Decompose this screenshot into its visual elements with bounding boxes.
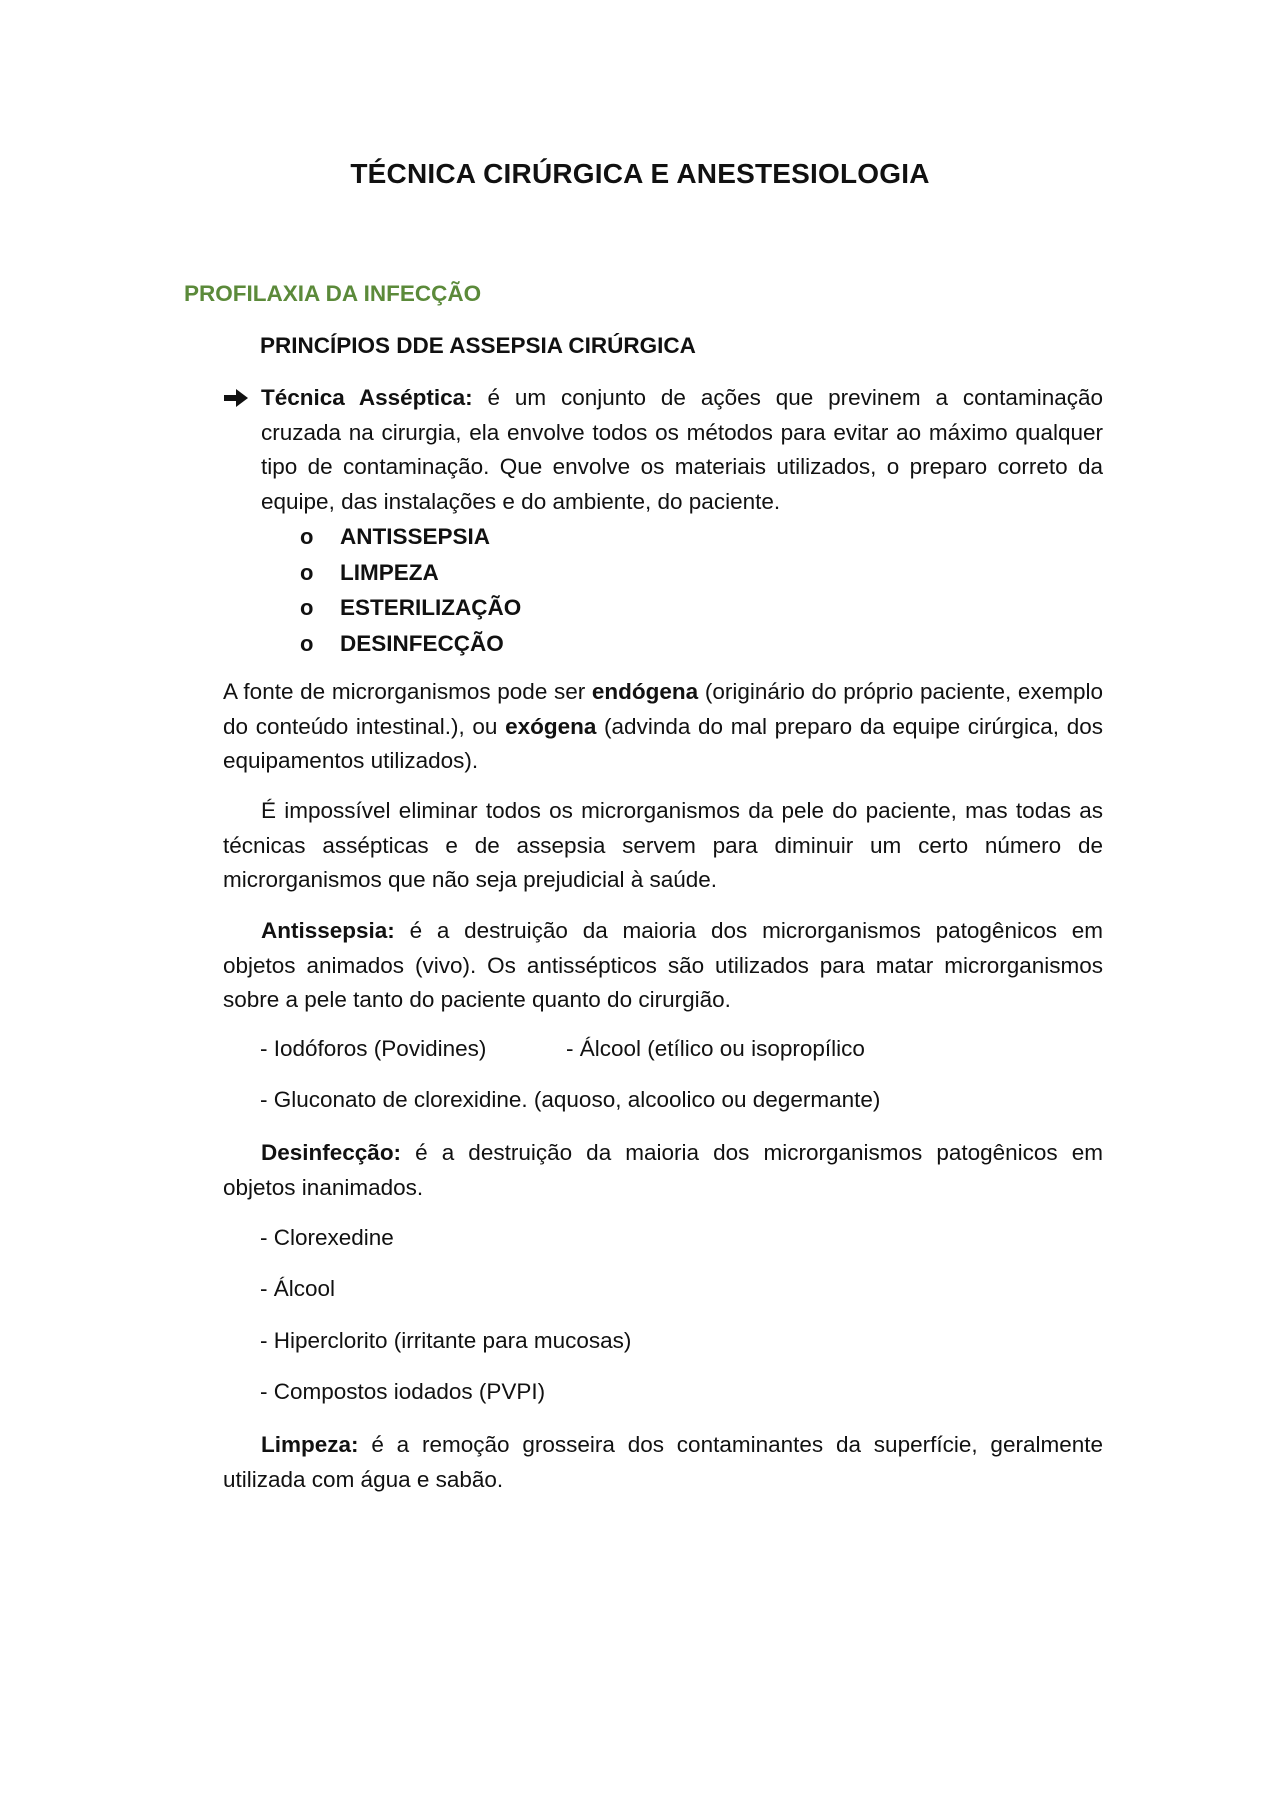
fonte-text-1: A fonte de microrganismos pode ser: [223, 679, 592, 704]
desinfeccao-paragraph: [223, 1136, 1103, 1205]
tecnica-asseptica-definition: é um conjunto de ações que previnem a contaminação cruzada na cirurgia, ela envolve todos os métodos para evitar ao máximo qualquer tipo de contaminação. Que envolve os materiais utilizados, o preparo correto da equipe, das instalações e do ambiente, do paciente.: [261, 385, 1103, 514]
antissepsia-paragraph: [223, 914, 1103, 1018]
list-item: [300, 590, 521, 626]
list-bullet: o: [300, 559, 314, 585]
list-item-label: LIMPEZA: [340, 559, 439, 585]
list-item: [300, 626, 521, 662]
list-bullet: o: [300, 595, 314, 620]
subheading: PRINCÍPIOS DDE ASSEPSIA CIRÚRGICA: [260, 333, 696, 358]
desinfectant-item: - Clorexedine: [260, 1225, 394, 1250]
antissepsia-term: Antissepsia:: [261, 918, 395, 943]
desinfectant-item: - Álcool: [260, 1276, 336, 1301]
desinfectant-item: - Hiperclorito (irritante para mucosas): [260, 1328, 632, 1353]
desinfeccao-term: Desinfecção:: [261, 1140, 402, 1165]
fonte-paragraph: [223, 675, 1103, 779]
list-item-label: ANTISSEPSIA: [340, 524, 491, 549]
list-item: [300, 519, 521, 555]
antisseptic-item-iodoforos: - Iodóforos (Povidines): [260, 1036, 487, 1061]
list-bullet: o: [300, 630, 314, 656]
limpeza-term: Limpeza:: [261, 1432, 359, 1457]
desinfeccao-definition: é a destruição da maioria dos microrganismos patogênicos em objetos inanimados.: [223, 1140, 1103, 1200]
document-title: TÉCNICA CIRÚRGICA E ANESTESIOLOGIA: [350, 158, 930, 189]
impossivel-paragraph: É impossível eliminar todos os microrganismos da pele do paciente, mas todas as técnicas assépticas e de assepsia servem para diminuir um certo número de microrganismos que não seja prejudicial à saúde.: [223, 798, 1103, 892]
antisseptic-item-alcool: - Álcool (etílico ou isopropílico: [566, 1036, 865, 1061]
tecnica-asseptica-text: [261, 381, 1103, 519]
antisseptic-item-gluconato: - Gluconato de clorexidine. (aquoso, alcoolico ou degermante): [260, 1087, 881, 1112]
tecnica-asseptica-block: [223, 381, 1103, 519]
arrow-right-icon: [223, 387, 249, 409]
desinfectant-item: - Compostos iodados (PVPI): [260, 1379, 546, 1404]
tecnica-sub-list: [300, 519, 521, 661]
list-item: [300, 555, 521, 591]
list-item-label: ESTERILIZAÇÃO: [340, 595, 522, 620]
tecnica-asseptica-term: Técnica Asséptica:: [261, 385, 473, 410]
fonte-text-3: (advinda do mal preparo da equipe cirúrgica, dos equipamentos utilizados).: [223, 713, 1103, 773]
list-bullet: o: [300, 524, 314, 549]
section-heading: PROFILAXIA DA INFECÇÃO: [184, 281, 482, 306]
list-item-label: DESINFECÇÃO: [340, 630, 504, 656]
limpeza-definition: é a remoção grosseira dos contaminantes da superfície, geralmente utilizada com água e sabão.: [223, 1432, 1103, 1492]
endogena-term: endógena: [591, 679, 699, 704]
exogena-term: exógena: [505, 713, 597, 739]
fonte-text-2: (originário do próprio paciente, exemplo do conteúdo intestinal.), ou: [223, 679, 1103, 739]
limpeza-paragraph: [223, 1428, 1103, 1497]
antissepsia-definition: é a destruição da maioria dos microrganismos patogênicos em objetos animados (vivo). Os antissépticos são utilizados para matar microrganismos sobre a pele tanto do paciente quanto do cirurgião.: [223, 918, 1103, 1012]
